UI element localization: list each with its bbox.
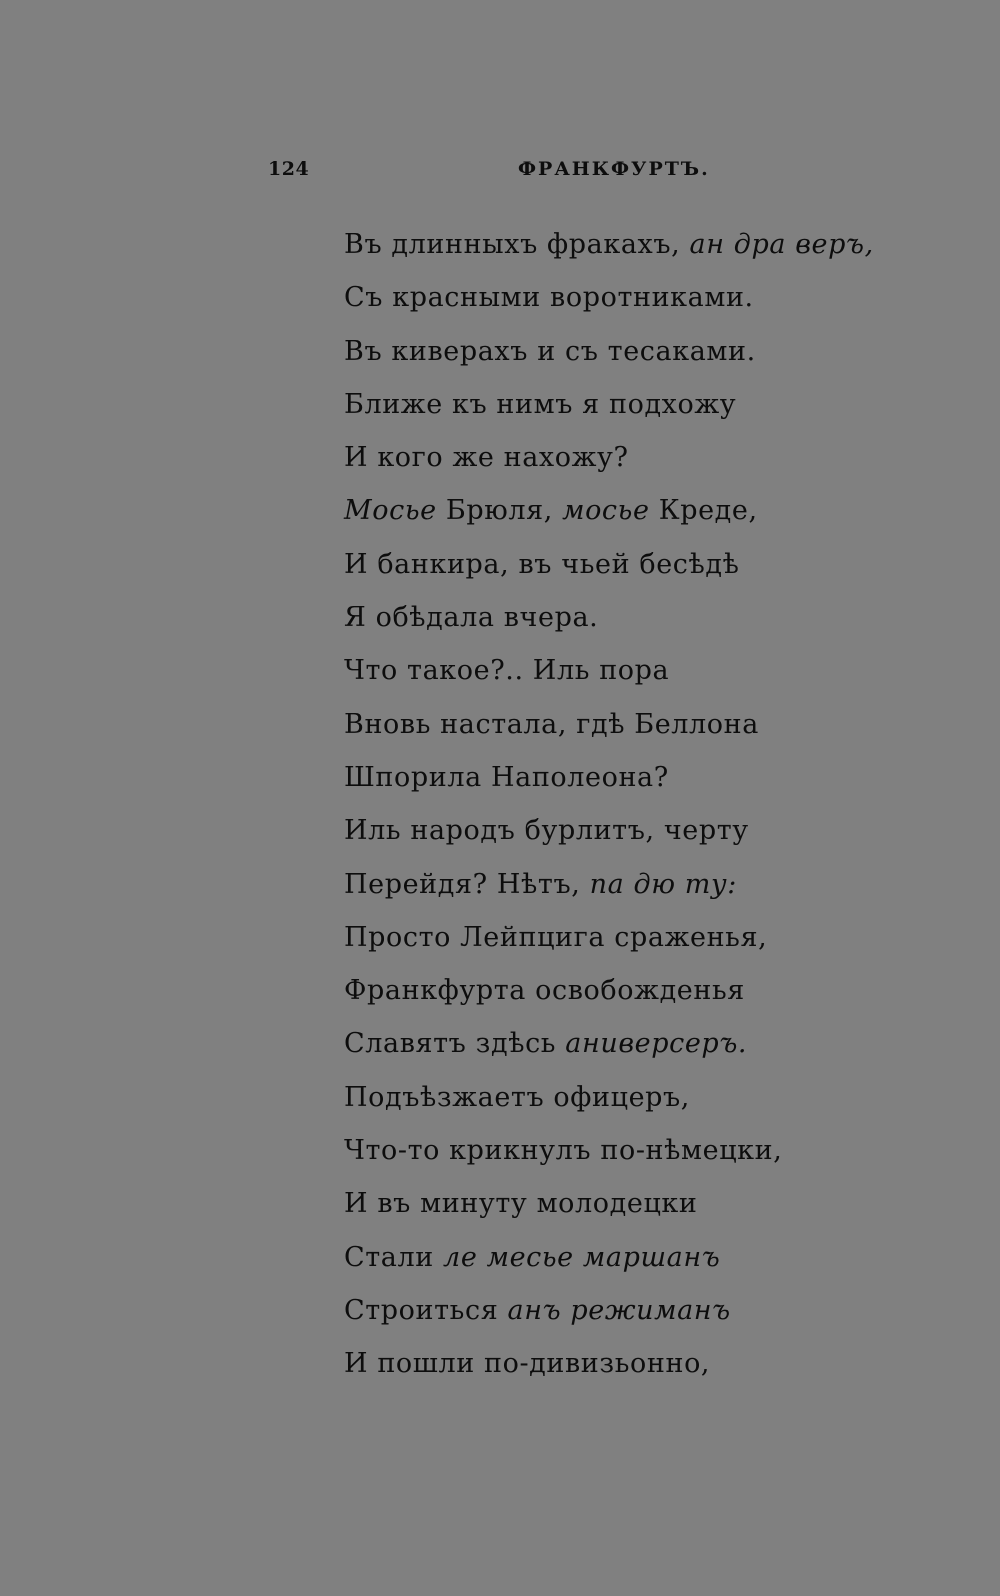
line-segment: Что такое?.. Иль пора — [344, 655, 670, 687]
poem-line — [344, 325, 984, 378]
line-segment: Креде, — [649, 495, 758, 527]
poem-line — [344, 431, 984, 484]
line-segment: Шпорила Наполеона? — [344, 761, 669, 793]
line-segment-italic: аниверсеръ. — [565, 1028, 748, 1060]
page-number: 124 — [268, 158, 310, 180]
poem-text — [344, 218, 984, 1391]
poem-line — [344, 591, 984, 644]
poem-line — [344, 271, 984, 324]
line-segment: И кого же нахожу? — [344, 442, 629, 474]
line-segment: И въ минуту молодецки — [344, 1188, 698, 1220]
line-segment: И банкира, въ чьей бесѣдѣ — [344, 548, 740, 580]
line-segment: Славятъ здѣсь — [344, 1028, 566, 1060]
poem-line — [344, 1124, 984, 1177]
line-segment: Я обѣдала вчера. — [344, 602, 599, 634]
poem-line — [344, 378, 984, 431]
poem-line — [344, 1071, 984, 1124]
poem-line — [344, 644, 984, 697]
poem-line — [344, 858, 984, 911]
line-segment: Строиться — [344, 1294, 508, 1326]
line-segment: Вновь настала, гдѣ Беллона — [344, 708, 759, 740]
line-segment: Съ красными воротниками. — [344, 282, 754, 314]
running-title: ФРАНКФУРТЪ. — [518, 158, 710, 180]
line-segment: Въ длинныхъ фракахъ, — [344, 229, 690, 260]
line-segment: Что-то крикнулъ по-нѣмецки, — [344, 1135, 783, 1167]
poem-line — [344, 964, 984, 1017]
line-segment-italic: анъ режиманъ — [507, 1294, 731, 1326]
poem-line — [344, 218, 984, 271]
line-segment: Брюля, — [436, 495, 563, 527]
line-segment-italic: ле месье маршанъ — [443, 1241, 721, 1273]
poem-line — [344, 1284, 984, 1337]
line-segment: И пошли по-дивизьонно, — [344, 1348, 711, 1380]
poem-line — [344, 538, 984, 591]
poem-line — [344, 751, 984, 804]
poem-line — [344, 1017, 984, 1070]
poem-line — [344, 484, 984, 537]
line-segment-italic: па дю ту: — [589, 868, 737, 900]
poem-line — [344, 911, 984, 964]
line-segment: Стали — [344, 1241, 444, 1273]
poem-line — [344, 1231, 984, 1284]
line-segment: Перейдя? Нѣтъ, — [344, 868, 590, 900]
line-segment: Ближе къ нимъ я подхожу — [344, 388, 737, 420]
line-segment: Въ киверахъ и съ тесаками. — [344, 335, 756, 367]
line-segment-italic: Мосье — [344, 495, 437, 527]
poem-line — [344, 1337, 984, 1390]
line-segment-italic: ан дра веръ, — [689, 229, 874, 260]
line-segment-italic: мосье — [562, 495, 650, 527]
line-segment: Франкфурта освобожденья — [344, 975, 745, 1007]
poem-line — [344, 804, 984, 857]
poem-line — [344, 698, 984, 751]
poem-line — [344, 1177, 984, 1230]
line-segment: Иль народъ бурлитъ, черту — [344, 815, 749, 847]
line-segment: Подъѣзжаетъ офицеръ, — [344, 1081, 690, 1113]
line-segment: Просто Лейпцига сраженья, — [344, 921, 768, 953]
